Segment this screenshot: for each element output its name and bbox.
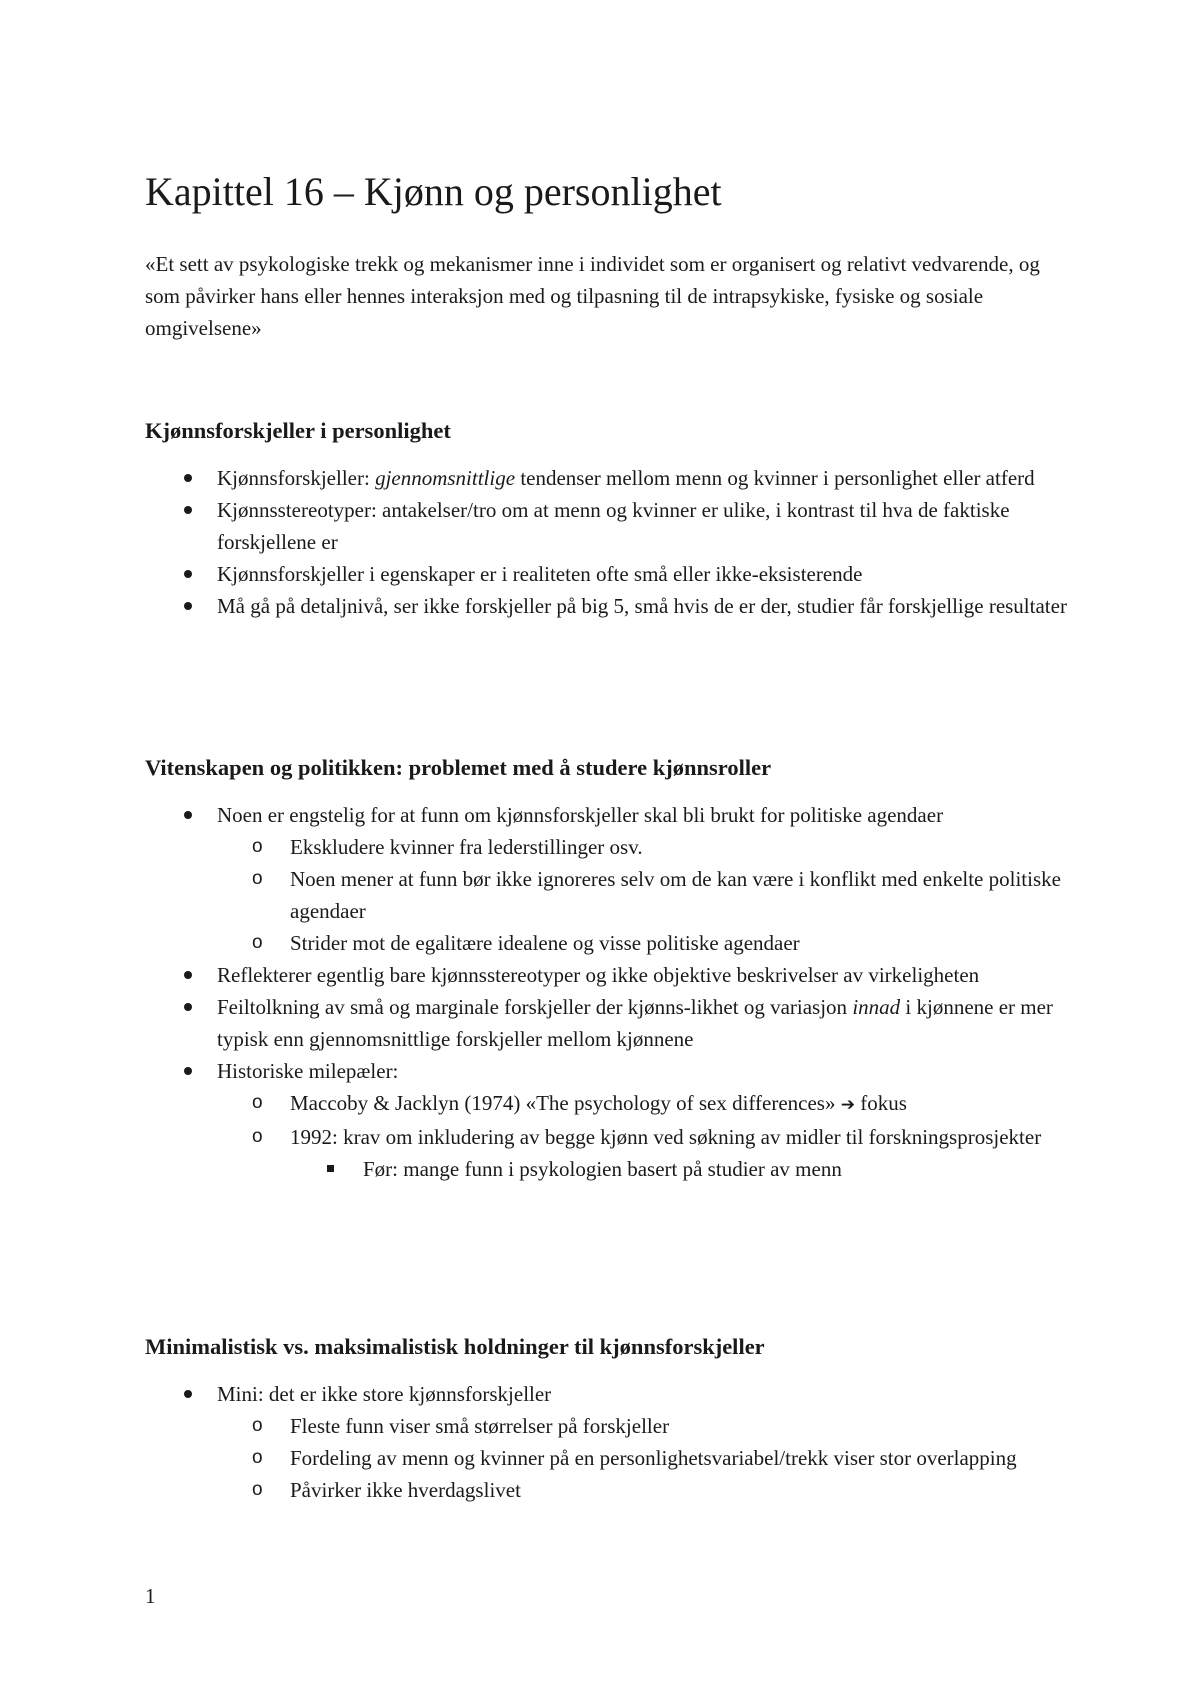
sub-list-item: o Påvirker ikke hverdagslivet: [290, 1474, 1077, 1506]
list-item: Kjønnsstereotyper: antakelser/tro om at menn og kvinner er ulike, i kontrast til hva de faktiske forskjellene er: [217, 494, 1077, 558]
definition-quote: «Et sett av psykologiske trekk og mekanismer inne i individet som er organisert og relativt vedvarende, og som påvirker hans eller hennes interaksjon med og tilpasning til de intrapsykiske, fysiske og sosiale omgivelsene»: [145, 252, 1040, 340]
arrow-right-icon: ➔: [840, 1095, 855, 1115]
list-item: Feiltolkning av små og marginale forskjeller der kjønns-likhet og variasjon innad i kjønnene er mer typisk enn gjennomsnittlige forskjeller mellom kjønnene: [217, 991, 1077, 1055]
list-item: Må gå på detaljnivå, ser ikke forskjeller på big 5, små hvis de er der, studier får forskjellige resultater: [217, 590, 1077, 622]
list-item: Kjønnsforskjeller i egenskaper er i realiteten ofte små eller ikke-eksisterende: [217, 558, 1077, 590]
sub-list-item: o Maccoby & Jacklyn (1974) «The psychology of sex differences» ➔ fokus: [290, 1087, 1077, 1121]
list-item: Mini: det er ikke store kjønnsforskjeller o Fleste funn viser små størrelser på forskjeller o Fordeling av menn og kvinner på en personlighetsvariabel/trekk viser stor overlapping o Påvirker ikke hverdagslivet: [217, 1378, 1077, 1506]
sub-list-item: o Noen mener at funn bør ikke ignoreres selv om de kan være i konflikt med enkelte politiske agendaer: [290, 863, 1077, 927]
sub-sub-list: [290, 1153, 1077, 1185]
sub-list-item: o 1992: krav om inkludering av begge kjønn ved søkning av midler til forskningsprosjekter Før: mange funn i psykologien basert på studier av menn: [290, 1121, 1077, 1185]
sub-list: [217, 1410, 1077, 1506]
emphasis: innad: [852, 995, 901, 1019]
sub-sub-list-item: Før: mange funn i psykologien basert på studier av menn: [363, 1153, 1077, 1185]
sub-list: [217, 831, 1077, 959]
section-heading: Kjønnsforskjeller i personlighet: [145, 418, 451, 443]
sub-list-item: o Ekskludere kvinner fra lederstillinger osv.: [290, 831, 1077, 863]
sub-list-item: o Strider mot de egalitære idealene og visse politiske agendaer: [290, 927, 1077, 959]
bullet-list: [217, 462, 1077, 622]
list-item: Reflekterer egentlig bare kjønnsstereotyper og ikke objektive beskrivelser av virkeligheten: [217, 959, 1077, 991]
list-item: Kjønnsforskjeller: gjennomsnittlige tendenser mellom menn og kvinner i personlighet eller atferd: [217, 462, 1077, 494]
emphasis: gjennomsnittlige: [375, 466, 516, 490]
section-heading: Minimalistisk vs. maksimalistisk holdninger til kjønnsforskjeller: [145, 1334, 765, 1359]
bullet-list: [217, 1378, 1077, 1506]
list-item: Noen er engstelig for at funn om kjønnsforskjeller skal bli brukt for politiske agendaer o Ekskludere kvinner fra lederstillinger osv. o Noen mener at funn bør ikke ignoreres selv om de kan være i konflikt med enkelte politiske agendaer o Strider mot de egalitære idealene og visse politiske agendaer: [217, 799, 1077, 959]
sub-list: [217, 1087, 1077, 1185]
sub-list-item: o Fordeling av menn og kvinner på en personlighetsvariabel/trekk viser stor overlapping: [290, 1442, 1077, 1474]
list-item: Historiske milepæler: o Maccoby & Jacklyn (1974) «The psychology of sex differences» ➔ fokus o 1992: krav om inkludering av begge kjønn ved søkning av midler til forskningsprosjekter Før: mange funn i psykologien basert på studier av menn: [217, 1055, 1077, 1185]
bullet-list: [217, 799, 1077, 1185]
page-title: Kapittel 16 – Kjønn og personlighet: [145, 169, 722, 214]
section-heading: Vitenskapen og politikken: problemet med å studere kjønnsroller: [145, 755, 772, 780]
page-number: 1: [145, 1584, 156, 1608]
sub-list-item: o Fleste funn viser små størrelser på forskjeller: [290, 1410, 1077, 1442]
